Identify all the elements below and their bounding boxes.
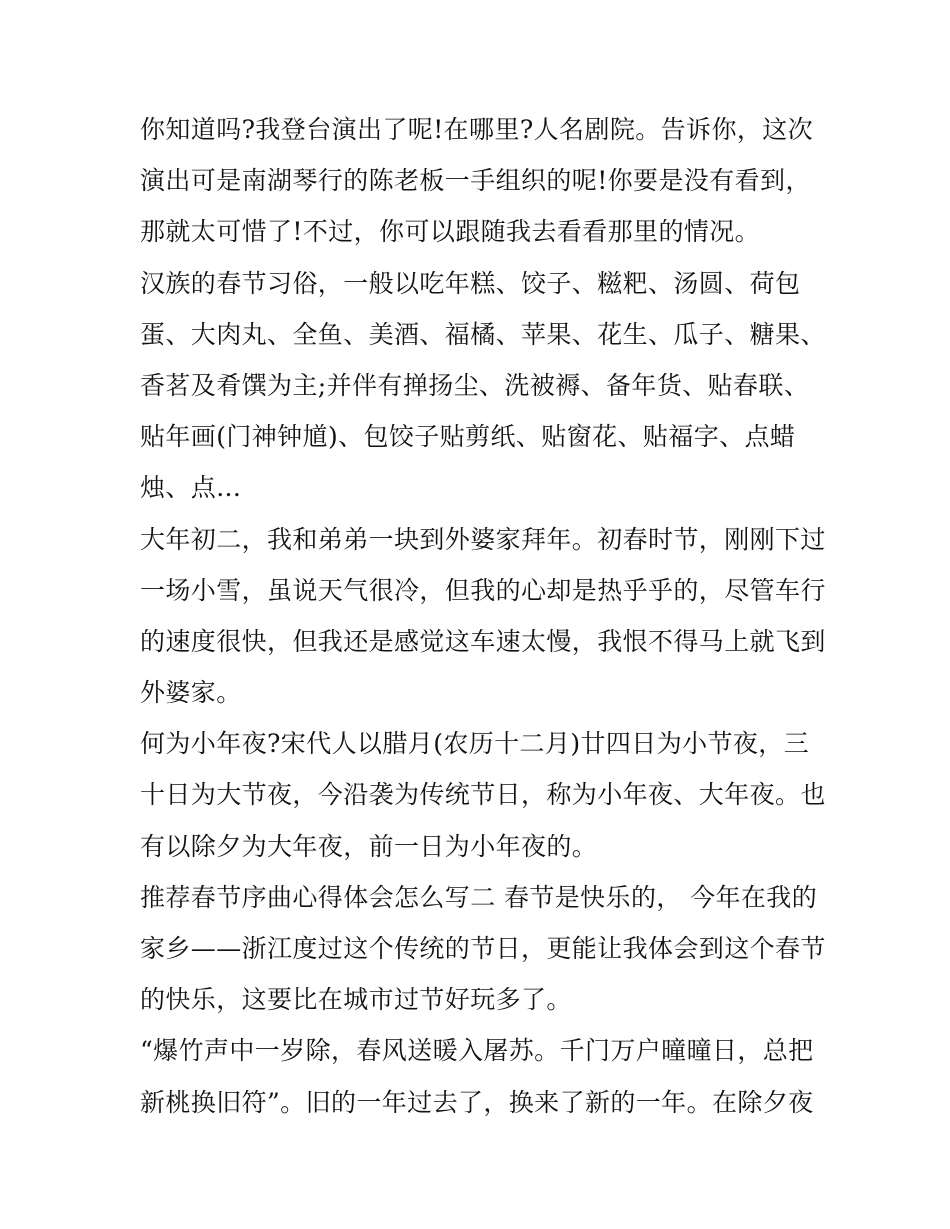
text-line: 烛、点... (140, 473, 242, 503)
text-line: 你知道吗?我登台演出了呢!在哪里?人名剧院。告诉你，这次 (140, 115, 814, 144)
text-line: 外婆家。 (140, 678, 242, 708)
text-line: 有以除夕为大年夜，前一日为小年夜的。 (140, 831, 598, 861)
text-line: 贴年画(门神钟馗)、包饺子贴剪纸、贴窗花、贴福字、点蜡 (140, 422, 796, 452)
text-line: 十日为大节夜，今沿袭为传统节日，称为小年夜、大年夜。也 (140, 780, 826, 810)
text-line: 推荐春节序曲心得体会怎么写二 春节是快乐的， 今年在我的 (140, 882, 818, 912)
text-line: 何为小年夜?宋代人以腊月(农历十二月)廿四日为小节夜，三 (140, 729, 810, 759)
text-line: 演出可是南湖琴行的陈老板一手组织的呢!你要是没有看到， (140, 166, 811, 196)
text-line: 蛋、大肉丸、全鱼、美酒、福橘、苹果、花生、瓜子、糖果、 (140, 319, 826, 349)
paragraph-firecracker-poem (140, 1025, 830, 1127)
text-line: 新桃换旧符”。旧的一年过去了，换来了新的一年。在除夕夜 (140, 1087, 814, 1117)
text-line: 一场小雪，虽说天气很冷，但我的心却是热乎乎的，尽管车行 (140, 575, 826, 605)
paragraph-little-new-year (140, 718, 830, 872)
paragraph-performance (140, 104, 830, 258)
text-line: 的速度很快，但我还是感觉这车速太慢，我恨不得马上就飞到 (140, 626, 826, 656)
paragraph-spring-festival-customs (140, 258, 830, 514)
text-line: “爆竹声中一岁除，春风送暖入屠苏。千门万户曈曈日，总把 (140, 1036, 814, 1066)
paragraph-visit-grandma (140, 514, 830, 719)
text-line: 的快乐，这要比在城市过节好玩多了。 (140, 985, 572, 1015)
text-line: 汉族的春节习俗，一般以吃年糕、饺子、糍粑、汤圆、荷包 (140, 268, 801, 298)
text-line: 香茗及肴馔为主;并伴有掸扬尘、洗被褥、备年货、贴春联、 (140, 370, 810, 400)
paragraph-hometown-festival (140, 872, 830, 1026)
text-line: 大年初二，我和弟弟一块到外婆家拜年。初春时节，刚刚下过 (140, 524, 826, 554)
text-line: 那就太可惜了!不过，你可以跟随我去看看那里的情况。 (140, 217, 761, 247)
document-body (140, 104, 830, 1128)
text-line: 家乡——浙江度过这个传统的节日，更能让我体会到这个春节 (140, 934, 826, 963)
